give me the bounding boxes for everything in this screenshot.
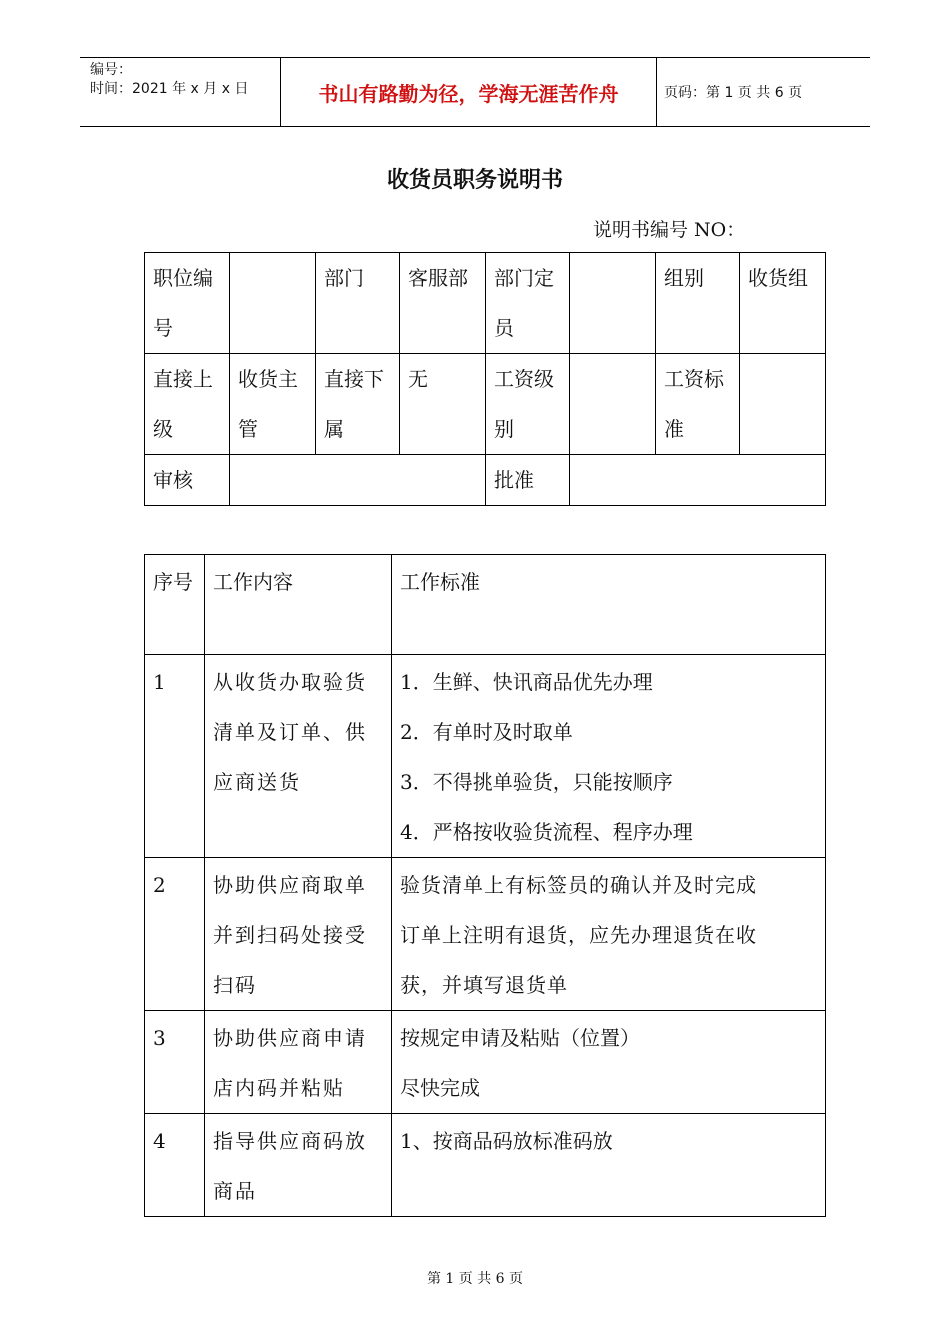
page-info: 页码：第 1 页 共 6 页	[664, 85, 803, 101]
content-line: 应商送货	[213, 770, 301, 794]
content-line: 并到扫码处接受	[213, 923, 367, 947]
cell-approve	[570, 455, 826, 506]
row-content	[205, 655, 392, 858]
cell-review	[230, 455, 486, 506]
position-info-table	[144, 252, 826, 506]
row-no: 4	[145, 1114, 205, 1217]
row-content	[205, 1011, 392, 1114]
content-line: 从收货办取验货	[213, 670, 367, 694]
doc-title: 收货员职务说明书	[386, 168, 563, 193]
standard-line: 2．有单时及时取单	[400, 720, 573, 744]
standard-line: 3．不得挑单验货，只能按顺序	[400, 770, 673, 794]
row-no: 2	[145, 858, 205, 1011]
row-content	[205, 858, 392, 1011]
cell-position-no-label: 职位编号	[145, 253, 230, 354]
standard-line: 按规定申请及粘贴（位置）	[400, 1026, 640, 1050]
cell-dept: 客服部	[400, 253, 486, 354]
cell-salary-standard	[740, 354, 826, 455]
page-footer: 第 1 页 共 6 页	[426, 1271, 524, 1287]
standard-line: 验货清单上有标签员的确认并及时完成	[400, 873, 757, 897]
cell-headcount	[570, 253, 656, 354]
time-label: 时间：2021 年 x 月 x 日	[90, 81, 249, 97]
info-row	[145, 253, 826, 354]
standard-line: 尽快完成	[400, 1076, 480, 1100]
row-standard	[392, 1011, 826, 1114]
cell-headcount-label: 部门定员	[486, 253, 570, 354]
info-row	[145, 455, 826, 506]
cell-superior: 收货主管	[230, 354, 316, 455]
row-standard	[392, 1114, 826, 1217]
content-line: 商品	[213, 1179, 257, 1203]
number-label: 编号：	[90, 62, 132, 78]
table-row	[145, 1011, 826, 1114]
standard-line: 4．严格按收验货流程、程序办理	[400, 820, 693, 844]
cell-salary-standard-label: 工资标准	[656, 354, 740, 455]
row-no: 1	[145, 655, 205, 858]
header-meta	[80, 58, 280, 126]
content-line: 清单及订单、供	[213, 720, 367, 744]
cell-subordinate: 无	[400, 354, 486, 455]
cell-superior-label: 直接上级	[145, 354, 230, 455]
row-content	[205, 1114, 392, 1217]
slogan: 书山有路勤为径，学海无涯苦作舟	[280, 58, 657, 126]
page-header	[80, 57, 870, 127]
content-line: 店内码并粘贴	[213, 1076, 345, 1100]
cell-subordinate-label: 直接下属	[316, 354, 400, 455]
table-row	[145, 655, 826, 858]
standard-line: 获，并填写退货单	[400, 973, 568, 997]
content-line: 扫码	[213, 973, 257, 997]
content-line: 协助供应商取单	[213, 873, 367, 897]
cell-salary-level-label: 工资级别	[486, 354, 570, 455]
header-standard: 工作标准	[392, 555, 826, 655]
cell-group: 收货组	[740, 253, 826, 354]
row-no: 3	[145, 1011, 205, 1114]
row-standard	[392, 858, 826, 1011]
work-table	[144, 554, 826, 1217]
table-header-row	[145, 555, 826, 655]
content-line: 协助供应商申请	[213, 1026, 367, 1050]
header-no: 序号	[145, 555, 205, 655]
standard-line: 1、按商品码放标准码放	[400, 1129, 613, 1153]
cell-salary-level	[570, 354, 656, 455]
cell-group-label: 组别	[656, 253, 740, 354]
standard-line: 1．生鲜、快讯商品优先办理	[400, 670, 653, 694]
cell-dept-label: 部门	[316, 253, 400, 354]
header-content: 工作内容	[205, 555, 392, 655]
cell-review-label: 审核	[145, 455, 230, 506]
content-line: 指导供应商码放	[213, 1129, 367, 1153]
table-row	[145, 1114, 826, 1217]
standard-line: 订单上注明有退货，应先办理退货在收	[400, 923, 757, 947]
table-row	[145, 858, 826, 1011]
doc-number-label: 说明书编号 NO：	[593, 219, 746, 241]
info-row	[145, 354, 826, 455]
cell-approve-label: 批准	[486, 455, 570, 506]
row-standard	[392, 655, 826, 858]
cell-position-no	[230, 253, 316, 354]
